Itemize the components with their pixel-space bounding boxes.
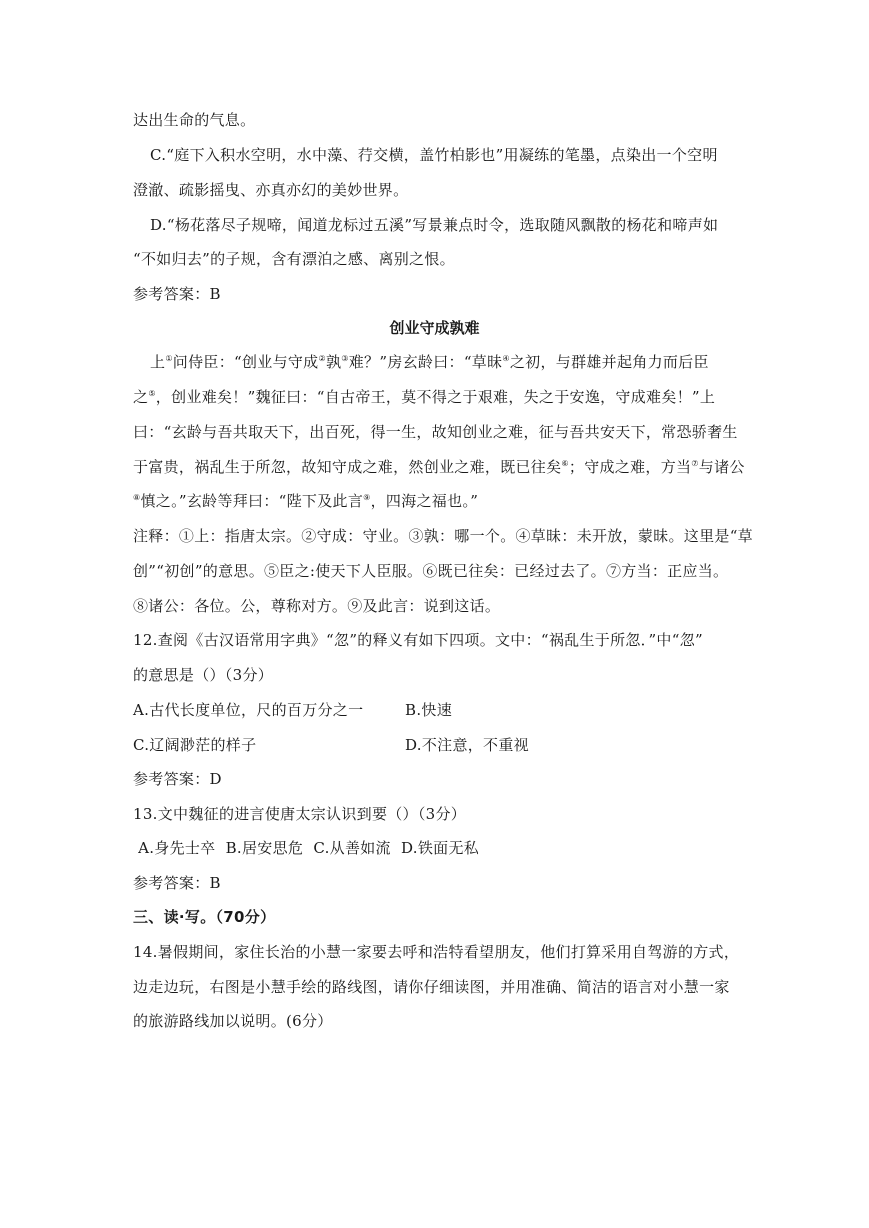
passage-line-2: 之⑤，创业难矣！”魏征曰：“自古帝王，莫不得之于艰难，失之于安逸，守成难矣！”上 — [133, 388, 716, 406]
notes-line-2: 创”“初创”的意思。⑤臣之:使天下人臣服。⑥既已往矣：已经过去了。⑦方当：正应当。 — [133, 562, 729, 580]
section-3-heading: 三、读·写。（70分） — [133, 908, 276, 926]
answer-12: 参考答案：D — [133, 770, 222, 788]
notes-line-3: ⑧诸公：各位。公，尊称对方。⑨及此言：说到这话。 — [133, 597, 501, 615]
passage-line-1: 上①问侍臣：“创业与守成②孰③难？”房玄龄曰：“草昧④之初，与群雄并起角力而后臣 — [150, 353, 709, 371]
question-12-stem-1: 12.查阅《古汉语常用字典》“忽”的释义有如下四项。文中：“祸乱生于所忽．”中“忽” — [133, 631, 703, 649]
text-line: 达出生命的气息。 — [133, 111, 256, 129]
option-c-line-2: 澄澈、疏影摇曳、亦真亦幻的美妙世界。 — [133, 181, 409, 199]
answer-13: 参考答案：B — [133, 874, 221, 892]
question-14-line-2: 边走边玩，右图是小慧手绘的路线图，请你仔细读图，并用准确、简洁的语言对小慧一家 — [133, 978, 730, 996]
option-d: D.不注意，不重视 — [405, 736, 529, 754]
question-13-options: A.身先士卒 B.居安思危 C.从善如流 D.铁面无私 — [133, 839, 480, 857]
option-c: C.辽阔渺茫的样子 — [133, 736, 257, 754]
option-b: B.快速 — [405, 701, 452, 719]
question-13-stem: 13.文中魏征的进言使唐太宗认识到要（）（3分） — [133, 805, 467, 823]
question-12-stem-2: 的意思是（）（3分） — [133, 666, 274, 684]
option-d-line-2: “不如归去”的子规，含有漂泊之感、离别之恨。 — [133, 250, 455, 268]
question-14-line-1: 14.暑假期间，家住长治的小慧一家要去呼和浩特看望朋友，他们打算采用自驾游的方式， — [133, 943, 740, 961]
passage-line-4: 于富贵，祸乱生于所忽，故知守成之难，然创业之难，既已往矣⑥；守成之难，方当⑦与诸公 — [133, 458, 745, 476]
option-d-line-1: D.“杨花落尽子规啼，闻道龙标过五溪”写景兼点时令，选取随风飘散的杨花和啼声如 — [150, 216, 719, 234]
passage-line-5: ⑧慎之。”玄龄等拜曰：“陛下及此言⑨，四海之福也。” — [133, 492, 479, 510]
answer-11: 参考答案：B — [133, 285, 221, 303]
passage-title: 创业守成孰难 — [389, 319, 480, 337]
option-a: A.古代长度单位，尺的百万分之一 — [133, 701, 364, 719]
notes-line-1: 注释：①上：指唐太宗。②守成：守业。③孰：哪一个。④草昧：未开放，蒙昧。这里是“草 — [133, 527, 753, 545]
passage-line-3: 曰：“玄龄与吾共取天下，出百死，得一生，故知创业之难，征与吾共安天下，常恐骄奢生 — [133, 423, 738, 441]
option-c-line-1: C.“庭下入积水空明，水中藻、荇交横，盖竹柏影也”用凝练的笔墨，点染出一个空明 — [150, 146, 718, 164]
question-14-line-3: 的旅游路线加以说明。(6分） — [133, 1012, 333, 1030]
